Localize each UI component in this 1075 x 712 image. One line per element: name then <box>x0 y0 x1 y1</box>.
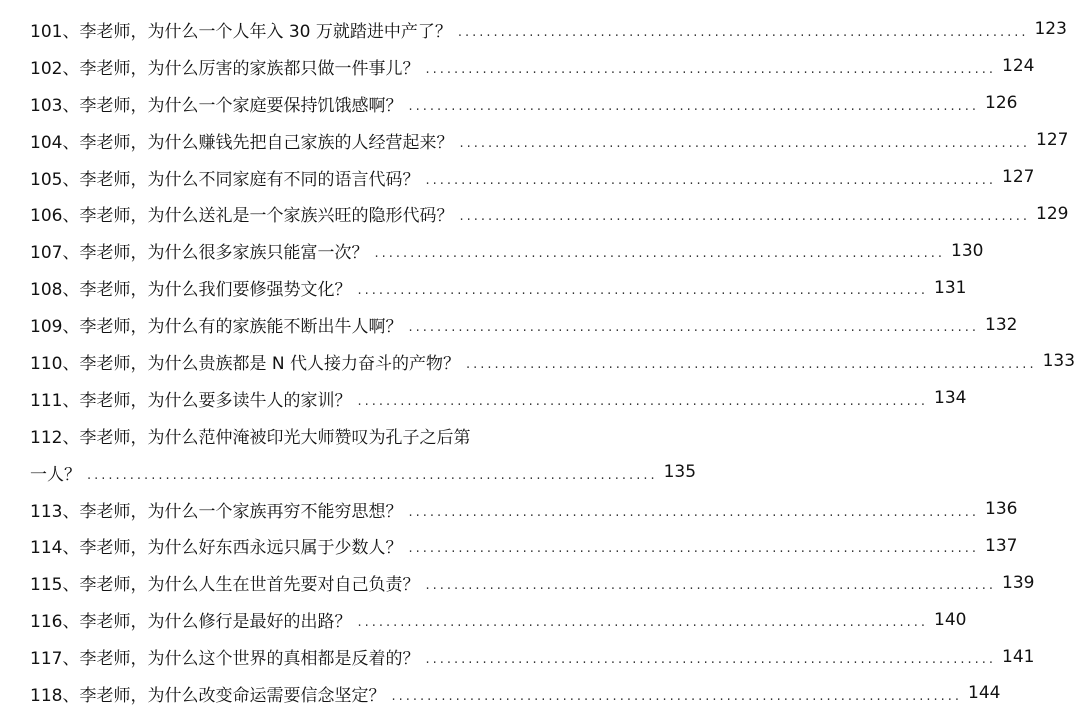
toc-entry <box>30 527 1018 564</box>
toc-entry-page: 135 <box>663 462 697 483</box>
dot-leader: ................................................................................ <box>374 246 946 262</box>
toc-entry-page: 144 <box>968 683 1001 704</box>
toc-entry-title: 117、李老师，为什么这个世界的真相都是反着的？ <box>30 649 420 670</box>
dot-leader: ................................................................................ <box>357 615 929 631</box>
toc-entry <box>30 343 1075 380</box>
toc-entry <box>30 601 967 638</box>
toc-entry <box>30 159 1035 196</box>
dot-leader: ................................................................................ <box>425 578 997 594</box>
toc-entry-page: 139 <box>1002 572 1035 593</box>
toc-entry <box>30 85 1018 122</box>
toc-entry-title: 101、李老师，为什么一个人年入 30 万就踏进中产了？ <box>30 21 452 42</box>
toc-entry-page: 137 <box>985 535 1018 556</box>
toc-entry-page: 127 <box>1036 130 1069 151</box>
dot-leader: ................................................................................ <box>425 172 997 188</box>
toc-entry-title: 114、李老师，为什么好东西永远只属于少数人？ <box>30 538 403 559</box>
toc-entry-title: 107、李老师，为什么很多家族只能富一次？ <box>30 243 369 264</box>
toc-entry <box>30 417 535 454</box>
dot-leader: ................................................................................ <box>408 320 980 336</box>
dot-leader: ................................................................................ <box>465 356 1037 372</box>
toc-entry-title: 112、李老师，为什么范仲淹被印光大师赞叹为孔子之后第 <box>30 427 471 448</box>
toc-entry <box>30 306 1018 343</box>
toc-entry <box>30 269 967 306</box>
toc-entry-page: 129 <box>1036 203 1069 224</box>
toc-entry <box>30 195 1069 232</box>
dot-leader: ................................................................................ <box>391 688 963 704</box>
toc-entry-page: 140 <box>934 609 967 630</box>
toc-entry-title: 115、李老师，为什么人生在世首先要对自己负责？ <box>30 575 420 596</box>
dot-leader: ................................................................................ <box>357 393 929 409</box>
toc-entry-page: 132 <box>985 314 1018 335</box>
toc-entry-title: 113、李老师，为什么一个家族再穷不能穷思想？ <box>30 501 403 522</box>
dot-leader: ................................................................................ <box>459 135 1031 151</box>
toc-entry <box>30 48 1035 85</box>
toc-entry-page: 123 <box>1034 19 1067 40</box>
toc-entry-title: 103、李老师，为什么一个家庭要保持饥饿感啊？ <box>30 95 403 116</box>
toc-entry <box>30 638 1035 675</box>
toc-entry-page: 136 <box>985 499 1018 520</box>
dot-leader: ................................................................................ <box>425 652 997 668</box>
toc-entry-title: 105、李老师，为什么不同家庭有不同的语言代码？ <box>30 169 420 190</box>
dot-leader: ................................................................................ <box>357 283 929 299</box>
toc-entry <box>30 564 1035 601</box>
toc-entry-page: 131 <box>934 277 967 298</box>
toc-entry-title: 110、李老师，为什么贵族都是 N 代人接力奋斗的产物？ <box>30 353 460 374</box>
toc-entry <box>30 11 1067 48</box>
toc-entry-page: 130 <box>951 240 984 261</box>
toc-entry-page: 127 <box>1002 167 1035 187</box>
toc-entry-title: 108、李老师，为什么我们要修强势文化？ <box>30 280 352 301</box>
toc-entry-title: 116、李老师，为什么修行是最好的出路？ <box>30 612 352 633</box>
toc-entry-title: 111、李老师，为什么要多读牛人的家训？ <box>30 390 352 411</box>
dot-leader: ................................................................................ <box>457 24 1029 40</box>
toc-entry-title: 118、李老师，为什么改变命运需要信念坚定？ <box>30 685 386 706</box>
toc-entry <box>30 122 1069 159</box>
toc-entry-page: 133 <box>1042 351 1075 372</box>
toc-entry-page: 126 <box>985 93 1018 114</box>
dot-leader: ................................................................................ <box>459 209 1031 225</box>
dot-leader: ................................................................................ <box>408 541 980 557</box>
toc-entry-title: 102、李老师，为什么厉害的家族都只做一件事儿？ <box>30 58 420 79</box>
toc-entry-title: 109、李老师，为什么有的家族能不断出牛人啊？ <box>30 317 403 338</box>
toc-entry-title: 106、李老师，为什么送礼是一个家族兴旺的隐形代码？ <box>30 206 454 227</box>
toc-entry <box>30 675 1001 712</box>
toc-entry <box>30 380 967 417</box>
toc-entry <box>30 232 984 269</box>
dot-leader: ................................................................................ <box>408 504 980 520</box>
toc-entry-page: 134 <box>934 388 967 409</box>
dot-leader: ................................................................................ <box>425 61 997 77</box>
dot-leader: ................................................................................ <box>408 98 980 114</box>
toc-entry-page: 124 <box>1002 56 1035 77</box>
toc-entry-title: 一人？ <box>30 464 81 485</box>
toc-entry-continuation <box>30 454 697 491</box>
table-of-contents <box>30 11 1075 712</box>
toc-entry-title: 104、李老师，为什么赚钱先把自己家族的人经营起来？ <box>30 132 454 153</box>
toc-entry-page: 141 <box>1002 646 1035 667</box>
toc-entry <box>30 491 1018 528</box>
dot-leader: ................................................................................ <box>87 467 658 483</box>
